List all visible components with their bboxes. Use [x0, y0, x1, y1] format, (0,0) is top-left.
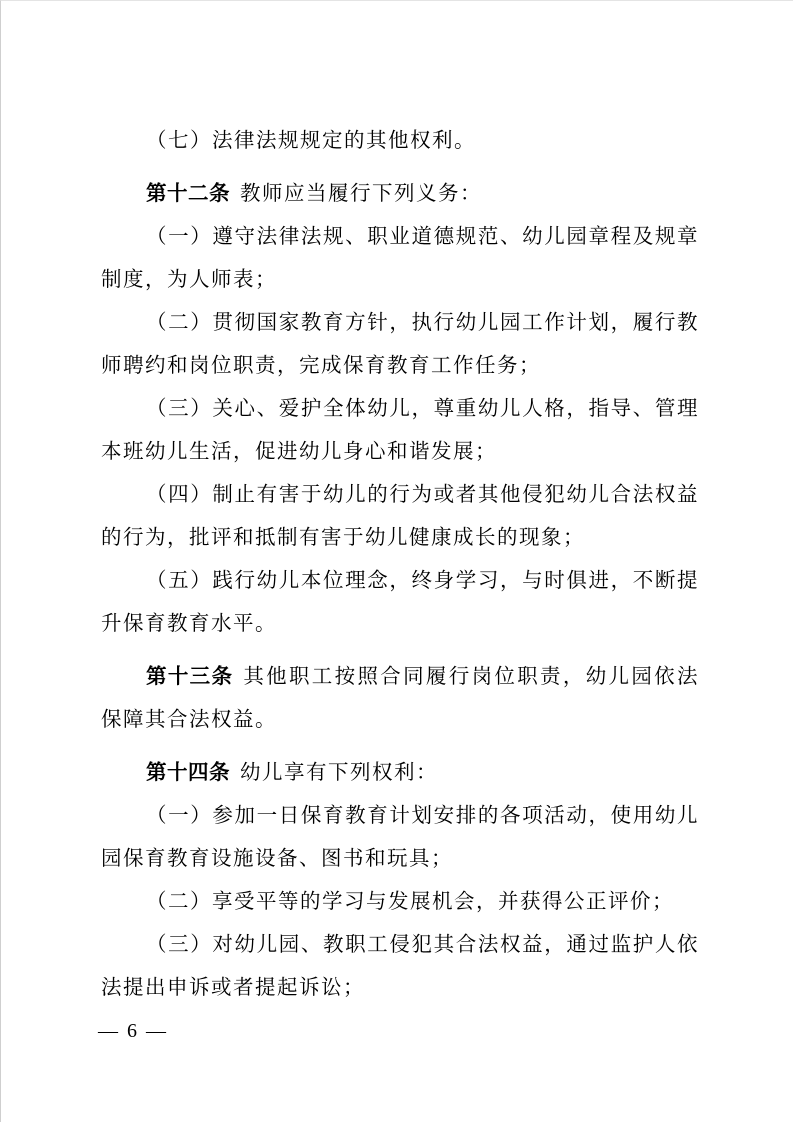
duty-item-4: [101, 473, 699, 559]
article-title: 第十二条: [146, 181, 230, 205]
paragraph-text: （三）关心、爱护全体幼儿，尊重幼儿人格，指导、管理本班幼儿生活，促进幼儿身心和谐发展；: [101, 396, 699, 463]
paragraph-text: （四）制止有害于幼儿的行为或者其他侵犯幼儿合法权益的行为，批评和抵制有害于幼儿健康成长的现象；: [101, 482, 699, 549]
paragraph-text: 教师应当履行下列义务：: [240, 181, 482, 205]
paragraph-text: （五）践行幼儿本位理念，终身学习，与时俱进，不断提升保育教育水平。: [101, 568, 699, 635]
paragraph-right-7: [101, 119, 699, 162]
paragraph-text: 其他职工按照合同履行岗位职责，幼儿园依法保障其合法权益。: [101, 664, 700, 731]
paragraph-gap: [101, 162, 699, 172]
page-number: — 6 —: [98, 1020, 168, 1042]
article-title: 第十四条: [146, 760, 230, 784]
child-right-item-3: [101, 923, 699, 1009]
paragraph-gap: [101, 645, 699, 655]
duty-item-3: [101, 387, 699, 473]
article-13: [101, 655, 699, 741]
paragraph-text: 幼儿享有下列权利：: [240, 760, 438, 784]
article-12-heading: [101, 172, 699, 215]
duty-item-1: [101, 215, 699, 301]
article-14-heading: [101, 751, 699, 794]
document-body: [101, 119, 699, 1009]
paragraph-text: （二）享受平等的学习与发展机会，并获得公正评价；: [146, 889, 674, 913]
duty-item-2: [101, 301, 699, 387]
paragraph-text: （一）参加一日保育教育计划安排的各项活动，使用幼儿园保育教育设施设备、图书和玩具；: [101, 803, 699, 870]
paragraph-text: （一）遵守法律法规、职业道德规范、幼儿园章程及规章制度，为人师表；: [101, 224, 699, 291]
paragraph-text: （二）贯彻国家教育方针，执行幼儿园工作计划，履行教师聘约和岗位职责，完成保育教育工作任务；: [101, 310, 699, 377]
child-right-item-2: [101, 880, 699, 923]
article-title: 第十三条: [146, 664, 234, 688]
paragraph-gap: [101, 741, 699, 751]
paragraph-text: （七）法律法规规定的其他权利。: [146, 128, 476, 152]
paragraph-text: （三）对幼儿园、教职工侵犯其合法权益，通过监护人依法提出申诉或者提起诉讼；: [101, 932, 699, 999]
duty-item-5: [101, 559, 699, 645]
child-right-item-1: [101, 794, 699, 880]
